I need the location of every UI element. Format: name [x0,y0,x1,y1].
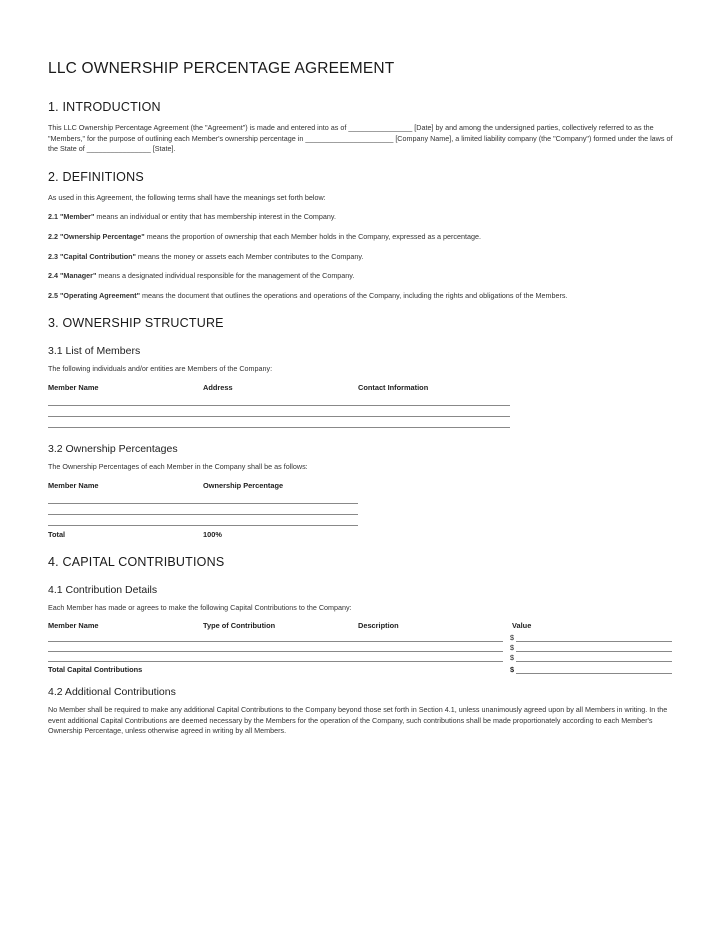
ownership-table-header [48,481,358,493]
col-member-name: Member Name [48,480,99,490]
blank-row-line[interactable] [48,503,358,504]
definition-manager: 2.4 "Manager" means a designated individual responsible for the management of the Company. [48,271,355,281]
introduction-text: This LLC Ownership Percentage Agreement (the "Agreement") is made and entered into as of ________________ [Date] by and among the undersigned parties, collectively referred to as the "Members," for the purpose of outlining each Member's ownership percentage in ______________________ [Company Name], a limited liability company (the "Company") formed under the laws of the State of ________________ [State]. [48,123,673,154]
definition-ownership-percentage: 2.2 "Ownership Percentage" means the proportion of ownership that each Member holds in the Company, expressed as a percentage. [48,231,481,241]
additional-contributions-text: No Member shall be required to make any additional Capital Contributions to the Company beyond those set forth in Section 4.1, unless unanimously agreed upon by all Members in writing. In the event additional Capital Contributions are deemed necessary by the Members for the operation of the Company, such contributions shall be made proportionately according to each Member's Ownership Percentage, unless otherwise agreed in writing by all Members. [48,705,668,736]
members-table-header [48,383,510,395]
col-member-name: Member Name [48,621,99,631]
col-address: Address [203,382,233,392]
col-ownership-percentage: Ownership Percentage [203,480,284,490]
blank-row-line[interactable] [48,525,358,526]
section-ownership-structure-heading: 3. OWNERSHIP STRUCTURE [48,316,224,331]
contributions-table [48,621,672,675]
document-title: LLC OWNERSHIP PERCENTAGE AGREEMENT [48,60,395,77]
contribution-details-intro: Each Member has made or agrees to make the following Capital Contributions to the Company: [48,602,352,612]
definition-capital-contribution: 2.3 "Capital Contribution" means the money or assets each Member contributes to the Company. [48,251,364,261]
total-capital-label: Total Capital Contributions [48,665,143,675]
dollar-sign: $ [510,643,514,653]
col-member-name: Member Name [48,382,99,392]
total-dollar-sign: $ [510,665,515,675]
total-value-line[interactable] [516,673,672,674]
contributions-total-row [48,663,672,675]
section-introduction-heading: 1. INTRODUCTION [48,100,161,114]
col-description: Description [358,621,399,631]
section-definitions-heading: 2. DEFINITIONS [48,169,144,184]
col-type-of-contribution: Type of Contribution [203,621,276,631]
ownership-percentages-intro: The Ownership Percentages of each Member in the Company shall be as follows: [48,461,308,471]
blank-row-line[interactable] [48,514,358,515]
section-capital-contributions-heading: 4. CAPITAL CONTRIBUTIONS [48,554,225,569]
dollar-sign: $ [510,633,514,643]
members-table [48,383,510,428]
ownership-table [48,481,358,540]
list-of-members-heading: 3.1 List of Members [48,345,141,358]
contribution-details-heading: 4.1 Contribution Details [48,583,158,596]
document-body [48,60,674,737]
definition-member: 2.1 "Member" means an individual or entity that has membership interest in the Company. [48,212,336,222]
blank-row-line[interactable] [48,405,510,406]
blank-row-line[interactable] [48,427,510,428]
col-contact-information: Contact Information [358,382,429,392]
contribution-row[interactable] [48,633,672,643]
contribution-row[interactable] [48,643,672,653]
list-of-members-intro: The following individuals and/or entities are Members of the Company: [48,364,273,374]
total-label: Total [48,529,66,539]
definition-operating-agreement: 2.5 "Operating Agreement" means the document that outlines the operations and operations of the Company, including the rights and obligations of the Members. [48,290,568,300]
ownership-percentages-heading: 3.2 Ownership Percentages [48,442,178,455]
definitions-intro: As used in this Agreement, the following terms shall have the meanings set forth below: [48,192,326,202]
col-value: Value [512,621,532,631]
contributions-table-header [48,621,672,633]
blank-row-line[interactable] [48,416,510,417]
total-value: 100% [203,529,222,539]
ownership-total-row [48,528,358,540]
additional-contributions-heading: 4.2 Additional Contributions [48,686,176,699]
dollar-sign: $ [510,653,514,663]
contribution-row[interactable] [48,653,672,663]
